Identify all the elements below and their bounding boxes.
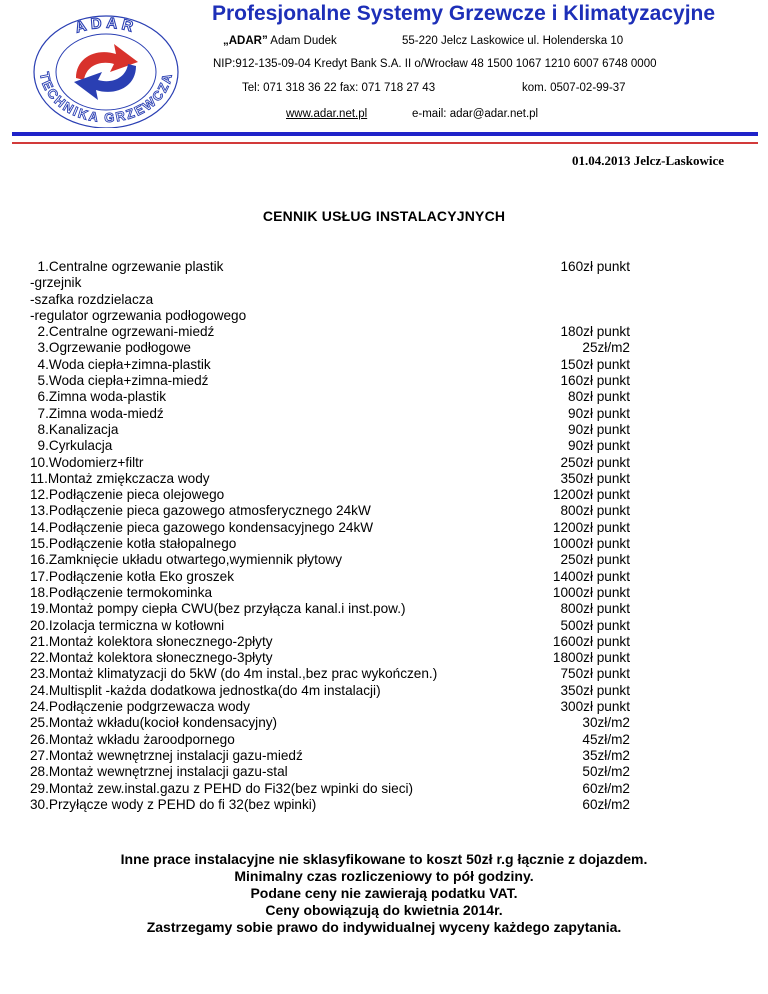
service-description: 7.Zimna woda-miedź xyxy=(30,405,164,421)
service-description: 19.Montaż pompy ciepła CWU(bez przyłącza kanal.i inst.pow.) xyxy=(30,601,406,617)
service-price: 500zł punkt xyxy=(560,617,630,633)
price-row xyxy=(30,520,640,536)
price-row xyxy=(30,503,640,519)
price-row xyxy=(30,406,640,422)
document-date: 01.04.2013 Jelcz-Laskowice xyxy=(571,153,724,168)
price-row xyxy=(30,618,640,634)
header-rule-red xyxy=(12,142,758,144)
service-description: 9.Cyrkulacja xyxy=(30,438,113,454)
service-description: 15.Podłączenie kotła stałopalnego xyxy=(30,536,237,552)
service-price: 90zł punkt xyxy=(568,438,630,454)
service-description: 27.Montaż wewnętrznej instalacji gazu-miedź xyxy=(30,747,303,763)
price-row xyxy=(30,601,640,617)
service-price: 90zł punkt xyxy=(568,421,630,437)
footer-note: Podane ceny nie zawierają podatku VAT. xyxy=(250,885,518,901)
service-description: 23.Montaż klimatyzacji do 5kW (do 4m instal.,bez prac wykończen.) xyxy=(30,666,438,682)
service-price: 250zł punkt xyxy=(560,552,630,568)
service-price: 60zł/m2 xyxy=(582,796,630,812)
service-price: 160zł punkt xyxy=(560,373,630,389)
price-row xyxy=(30,422,640,438)
service-price: 150zł punkt xyxy=(560,356,630,372)
service-description: 26.Montaż wkładu żaroodpornego xyxy=(30,731,235,747)
website-link[interactable]: www.adar.net.pl xyxy=(286,108,368,120)
service-price: 35zł/m2 xyxy=(582,747,630,763)
price-row xyxy=(30,536,640,552)
service-price: 800zł punkt xyxy=(560,503,630,519)
service-price: 1200zł punkt xyxy=(552,519,630,535)
price-row xyxy=(30,292,640,308)
price-row xyxy=(30,569,640,585)
service-price: 1600zł punkt xyxy=(552,633,630,649)
service-price: 25zł/m2 xyxy=(582,340,630,356)
service-description: 8.Kanalizacja xyxy=(30,421,119,437)
service-price: 300zł punkt xyxy=(560,699,630,715)
header-rule-blue xyxy=(12,132,758,136)
mobile-number: kom. 0507-02-99-37 xyxy=(522,82,626,94)
price-row xyxy=(30,275,640,291)
price-row xyxy=(30,699,640,715)
price-row xyxy=(30,340,640,356)
price-row xyxy=(30,650,640,666)
service-description: 13.Podłączenie pieca gazowego atmosferycznego 24kW xyxy=(30,503,371,519)
service-description: 10.Wodomierz+filtr xyxy=(30,454,144,470)
footer-note: Ceny obowiązują do kwietnia 2014r. xyxy=(265,902,503,918)
logo-top-text: ADAR xyxy=(73,14,139,37)
service-price: 45zł/m2 xyxy=(582,731,630,747)
service-description: 16.Zamknięcie układu otwartego,wymiennik płytowy xyxy=(30,552,343,568)
price-row xyxy=(30,357,640,373)
service-price: 1000zł punkt xyxy=(552,536,630,552)
price-row xyxy=(30,732,640,748)
service-description: 18.Podłączenie termokominka xyxy=(30,584,213,600)
service-description: 5.Woda ciepła+zimna-miedź xyxy=(30,373,209,389)
price-list-title: CENNIK USŁUG INSTALACYJNYCH xyxy=(262,208,506,224)
footer-notes xyxy=(0,851,768,936)
service-price: 350zł punkt xyxy=(560,470,630,486)
service-price: 750zł punkt xyxy=(560,666,630,682)
price-row xyxy=(30,683,640,699)
price-row xyxy=(30,585,640,601)
owner-name: Adam Dudek xyxy=(270,35,337,47)
service-description: 14.Podłączenie pieca gazowego kondensacyjnego 24kW xyxy=(30,519,374,535)
service-price: 160zł punkt xyxy=(560,259,630,274)
service-price: 90zł punkt xyxy=(568,405,630,421)
service-description: 30.Przyłącze wody z PEHD do fi 32(bez wpinki) xyxy=(30,796,317,812)
service-description: 21.Montaż kolektora słonecznego-2płyty xyxy=(30,633,273,649)
price-row xyxy=(30,455,640,471)
footer-note: Zastrzegamy sobie prawo do indywidualnej wyceny każdego zapytania. xyxy=(146,919,622,935)
price-row xyxy=(30,471,640,487)
price-row xyxy=(30,748,640,764)
service-price: 800zł punkt xyxy=(560,601,630,617)
service-description: 24.Podłączenie podgrzewacza wody xyxy=(30,699,250,715)
service-price: 50zł/m2 xyxy=(582,764,630,780)
service-price: 250zł punkt xyxy=(560,454,630,470)
company-line xyxy=(223,35,337,47)
price-row xyxy=(30,438,640,454)
footer-note: Inne prace instalacyjne nie sklasyfikowane to koszt 50zł r.g łącznie z dojazdem. xyxy=(120,851,648,867)
price-row xyxy=(30,552,640,568)
service-description: 1.Centralne ogrzewanie plastik xyxy=(30,259,224,274)
service-price: 1000zł punkt xyxy=(552,584,630,600)
service-description: 22.Montaż kolektora słonecznego-3płyty xyxy=(30,650,273,666)
service-description: 3.Ogrzewanie podłogowe xyxy=(30,340,191,356)
adar-logo xyxy=(18,8,194,128)
tel-fax: Tel: 071 318 36 22 fax: 071 718 27 43 xyxy=(242,82,436,94)
price-row xyxy=(30,715,640,731)
service-description: 11.Montaż zmiękczacza wody xyxy=(30,470,210,486)
service-price: 1400zł punkt xyxy=(552,568,630,584)
service-price: 1200zł punkt xyxy=(552,487,630,503)
service-description: 29.Montaż zew.instal.gazu z PEHD do Fi32(bez wpinki do sieci) xyxy=(30,780,414,796)
price-row xyxy=(30,259,640,275)
price-row xyxy=(30,634,640,650)
service-description: -szafka rozdzielacza xyxy=(30,291,154,307)
email-contact[interactable]: e-mail: adar@adar.net.pl xyxy=(412,108,539,120)
service-description: 2.Centralne ogrzewani-miedź xyxy=(30,324,215,340)
price-row xyxy=(30,308,640,324)
svg-text:ADAR xyxy=(73,15,138,37)
company-name: „ADAR” xyxy=(223,35,268,47)
footer-note: Minimalny czas rozliczeniowy to pół godziny. xyxy=(234,868,534,884)
service-price: 30zł/m2 xyxy=(582,715,630,731)
svg-text:TECHNIKA GRZEWCZA xyxy=(37,71,175,126)
company-title: Profesjonalne Systemy Grzewcze i Klimatyzacyjne xyxy=(212,2,716,25)
price-row xyxy=(30,764,640,780)
service-price: 60zł/m2 xyxy=(582,780,630,796)
address: 55-220 Jelcz Laskowice ul. Holenderska 10 xyxy=(402,35,624,47)
price-row xyxy=(30,324,640,340)
price-row xyxy=(30,389,640,405)
price-list xyxy=(30,259,640,813)
service-description: 6.Zimna woda-plastik xyxy=(30,389,166,405)
service-price: 180zł punkt xyxy=(560,324,630,340)
service-description: 4.Woda ciepła+zimna-plastik xyxy=(30,356,211,372)
price-row xyxy=(30,487,640,503)
service-price: 80zł punkt xyxy=(568,389,630,405)
service-price: 1800zł punkt xyxy=(552,650,630,666)
service-description: 24.Multisplit -każda dodatkowa jednostka(do 4m instalacji) xyxy=(30,682,381,698)
service-description: 25.Montaż wkładu(kocioł kondensacyjny) xyxy=(30,715,278,731)
service-description: -regulator ogrzewania podłogowego xyxy=(30,307,247,323)
service-description: 28.Montaż wewnętrznej instalacji gazu-stal xyxy=(30,764,288,780)
service-description: 17.Podłączenie kotła Eko groszek xyxy=(30,568,235,584)
service-description: 12.Podłączenie pieca olejowego xyxy=(30,487,225,503)
price-row xyxy=(30,373,640,389)
service-description: -grzejnik xyxy=(30,275,82,291)
nip-bank: NIP:912-135-09-04 Kredyt Bank S.A. II o/Wrocław 48 1500 1067 1210 6007 6748 0000 xyxy=(213,58,657,70)
service-price: 350zł punkt xyxy=(560,682,630,698)
price-row xyxy=(30,797,640,813)
price-row xyxy=(30,781,640,797)
price-row xyxy=(30,666,640,682)
service-description: 20.Izolacja termiczna w kotłowni xyxy=(30,617,225,633)
logo-ring-text: TECHNIKA GRZEWCZA xyxy=(36,70,176,126)
